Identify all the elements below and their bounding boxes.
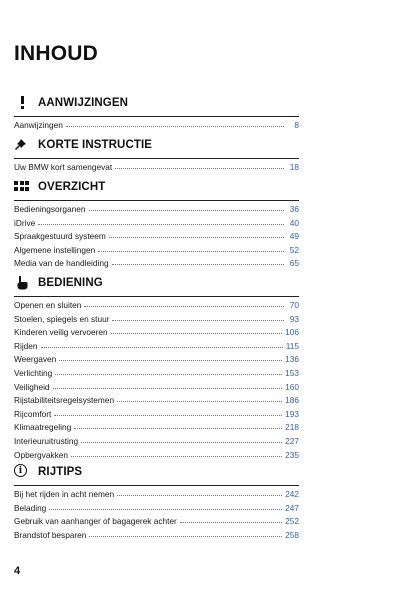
page-number: 4 — [14, 565, 21, 577]
dot-leader — [109, 237, 284, 238]
section-divider — [14, 116, 299, 117]
toc-entry-label: Kinderen veilig vervoeren — [14, 327, 108, 338]
section-divider — [14, 158, 299, 159]
toc-entry-label: Verlichting — [14, 367, 53, 378]
dot-leader — [54, 415, 282, 416]
toc-entry[interactable] — [14, 436, 299, 450]
dot-leader — [117, 401, 282, 402]
dot-leader — [112, 320, 284, 321]
grid-icon — [14, 179, 32, 195]
toc-entry-page[interactable]: 18 — [289, 162, 299, 172]
toc-entry-label: Rijden — [14, 340, 38, 351]
toc-entry-label: Brandstof besparen — [14, 529, 87, 540]
toc-entry[interactable] — [14, 231, 299, 245]
section-title: RIJTIPS — [38, 466, 83, 478]
toc-entry[interactable] — [14, 489, 299, 503]
toc-entry-page[interactable]: 242 — [285, 489, 299, 499]
toc-entry[interactable] — [14, 341, 299, 355]
dot-leader — [111, 333, 283, 334]
toc-entry-label: Bij het rijden in acht nemen — [14, 489, 115, 499]
dot-leader — [117, 495, 282, 496]
toc-entry-page[interactable]: 160 — [285, 381, 299, 392]
section-korte-instructie — [14, 134, 299, 176]
toc-entry[interactable] — [14, 162, 299, 176]
section-title: BEDIENING — [38, 277, 103, 289]
toc-entry-label: Openen en sluiten — [14, 300, 82, 310]
hand-pointer-icon — [14, 275, 32, 291]
dot-leader — [180, 522, 282, 523]
section-divider — [14, 485, 299, 486]
toc-entry[interactable] — [14, 503, 299, 517]
section-title: AANWIJZINGEN — [38, 97, 129, 109]
toc-entry-label: Rijcomfort — [14, 408, 52, 419]
toc-entry-page[interactable]: 40 — [289, 217, 299, 228]
toc-entry-page[interactable]: 8 — [294, 120, 299, 130]
section-header — [14, 272, 299, 294]
toc-entry-label: Weergaven — [14, 354, 57, 365]
toc-entry[interactable] — [14, 516, 299, 530]
toc-entry[interactable] — [14, 354, 299, 368]
section-divider — [14, 296, 299, 297]
toc-entry-label: Media van de handleiding — [14, 258, 109, 269]
section-aanwijzingen — [14, 92, 299, 134]
section-overzicht — [14, 176, 299, 272]
toc-entry-page[interactable]: 106 — [285, 327, 299, 338]
toc-entry-label: Interieuruitrusting — [14, 435, 79, 446]
toc-entry-label: Uw BMW kort samengevat — [14, 162, 113, 172]
toc-entry-label: Stoelen, spiegels en stuur — [14, 313, 110, 324]
toc-entry[interactable] — [14, 120, 299, 134]
toc-entry-label: Rijstabiliteitsregelsystemen — [14, 395, 115, 406]
toc-entry-label: Veiligheid — [14, 381, 50, 392]
dot-leader — [74, 428, 282, 429]
section-header — [14, 176, 299, 198]
section-rijtips — [14, 461, 299, 543]
toc-entry-page[interactable]: 227 — [285, 435, 299, 446]
dot-leader — [66, 126, 284, 127]
dot-leader — [89, 210, 284, 211]
toc-entry-label: Gebruik van aanhanger of bagagerek achter — [14, 516, 177, 527]
dot-leader — [38, 224, 284, 225]
toc-entry[interactable] — [14, 422, 299, 436]
section-header — [14, 134, 299, 156]
toc-entry-page[interactable]: 36 — [289, 204, 299, 214]
toc-entry-label: Klimaatregeling — [14, 422, 72, 433]
pin-icon — [14, 137, 32, 153]
toc-entry-page[interactable]: 52 — [289, 244, 299, 255]
toc-entry-page[interactable]: 93 — [289, 313, 299, 324]
toc-entry[interactable] — [14, 368, 299, 382]
toc-entry-label: Bedieningsorganen — [14, 204, 86, 214]
toc-entry-label: iDrive — [14, 217, 36, 228]
dot-leader — [89, 536, 282, 537]
toc-entry-page[interactable]: 193 — [285, 408, 299, 419]
toc-entry-page[interactable]: 186 — [285, 395, 299, 406]
info-icon: i — [14, 464, 32, 480]
dot-leader — [81, 442, 282, 443]
toc-entry-label: Aanwijzingen — [14, 120, 63, 130]
section-title: KORTE INSTRUCTIE — [38, 139, 153, 151]
section-header — [14, 461, 299, 483]
section-divider — [14, 200, 299, 201]
dot-leader — [112, 264, 284, 265]
dot-leader — [49, 509, 282, 510]
toc-entry[interactable] — [14, 530, 299, 544]
toc-entry-page[interactable]: 136 — [285, 354, 299, 365]
toc-entry[interactable] — [14, 395, 299, 409]
toc-entry[interactable] — [14, 314, 299, 328]
toc-entry-label: Spraakgestuurd systeem — [14, 231, 106, 242]
toc-entry[interactable] — [14, 204, 299, 218]
toc-entry-page[interactable]: 70 — [289, 300, 299, 310]
toc-entry-page[interactable]: 258 — [285, 529, 299, 540]
dot-leader — [59, 360, 282, 361]
page-title: INHOUD — [14, 42, 99, 65]
dot-leader — [71, 456, 282, 457]
dot-leader — [53, 388, 283, 389]
section-header — [14, 92, 299, 114]
toc-entry[interactable] — [14, 300, 299, 314]
toc-entry-page[interactable]: 49 — [289, 231, 299, 242]
toc-entry[interactable] — [14, 409, 299, 423]
toc-entry-page[interactable]: 235 — [285, 449, 299, 460]
toc-entry-page[interactable]: 153 — [285, 367, 299, 378]
dot-leader — [115, 168, 284, 169]
toc-entry-page[interactable]: 247 — [285, 502, 299, 513]
section-bediening — [14, 272, 299, 463]
toc-entry-label: Opbergvakken — [14, 449, 68, 460]
toc-entry-label: Belading — [14, 502, 47, 513]
dot-leader — [98, 251, 284, 252]
section-title: OVERZICHT — [38, 181, 106, 193]
toc-entry[interactable] — [14, 218, 299, 232]
toc-entry-page[interactable]: 252 — [285, 516, 299, 527]
toc-entry[interactable] — [14, 258, 299, 272]
toc-entry[interactable] — [14, 327, 299, 341]
toc-entry-page[interactable]: 115 — [285, 340, 299, 351]
toc-entry-page[interactable]: 218 — [285, 422, 299, 433]
exclamation-icon — [14, 95, 32, 111]
toc-entry-page[interactable]: 65 — [289, 258, 299, 269]
dot-leader — [41, 347, 283, 348]
toc-entry[interactable] — [14, 245, 299, 259]
toc-entry-label: Algemene instellingen — [14, 244, 96, 255]
dot-leader — [84, 306, 284, 307]
toc-entry[interactable] — [14, 382, 299, 396]
dot-leader — [55, 374, 282, 375]
